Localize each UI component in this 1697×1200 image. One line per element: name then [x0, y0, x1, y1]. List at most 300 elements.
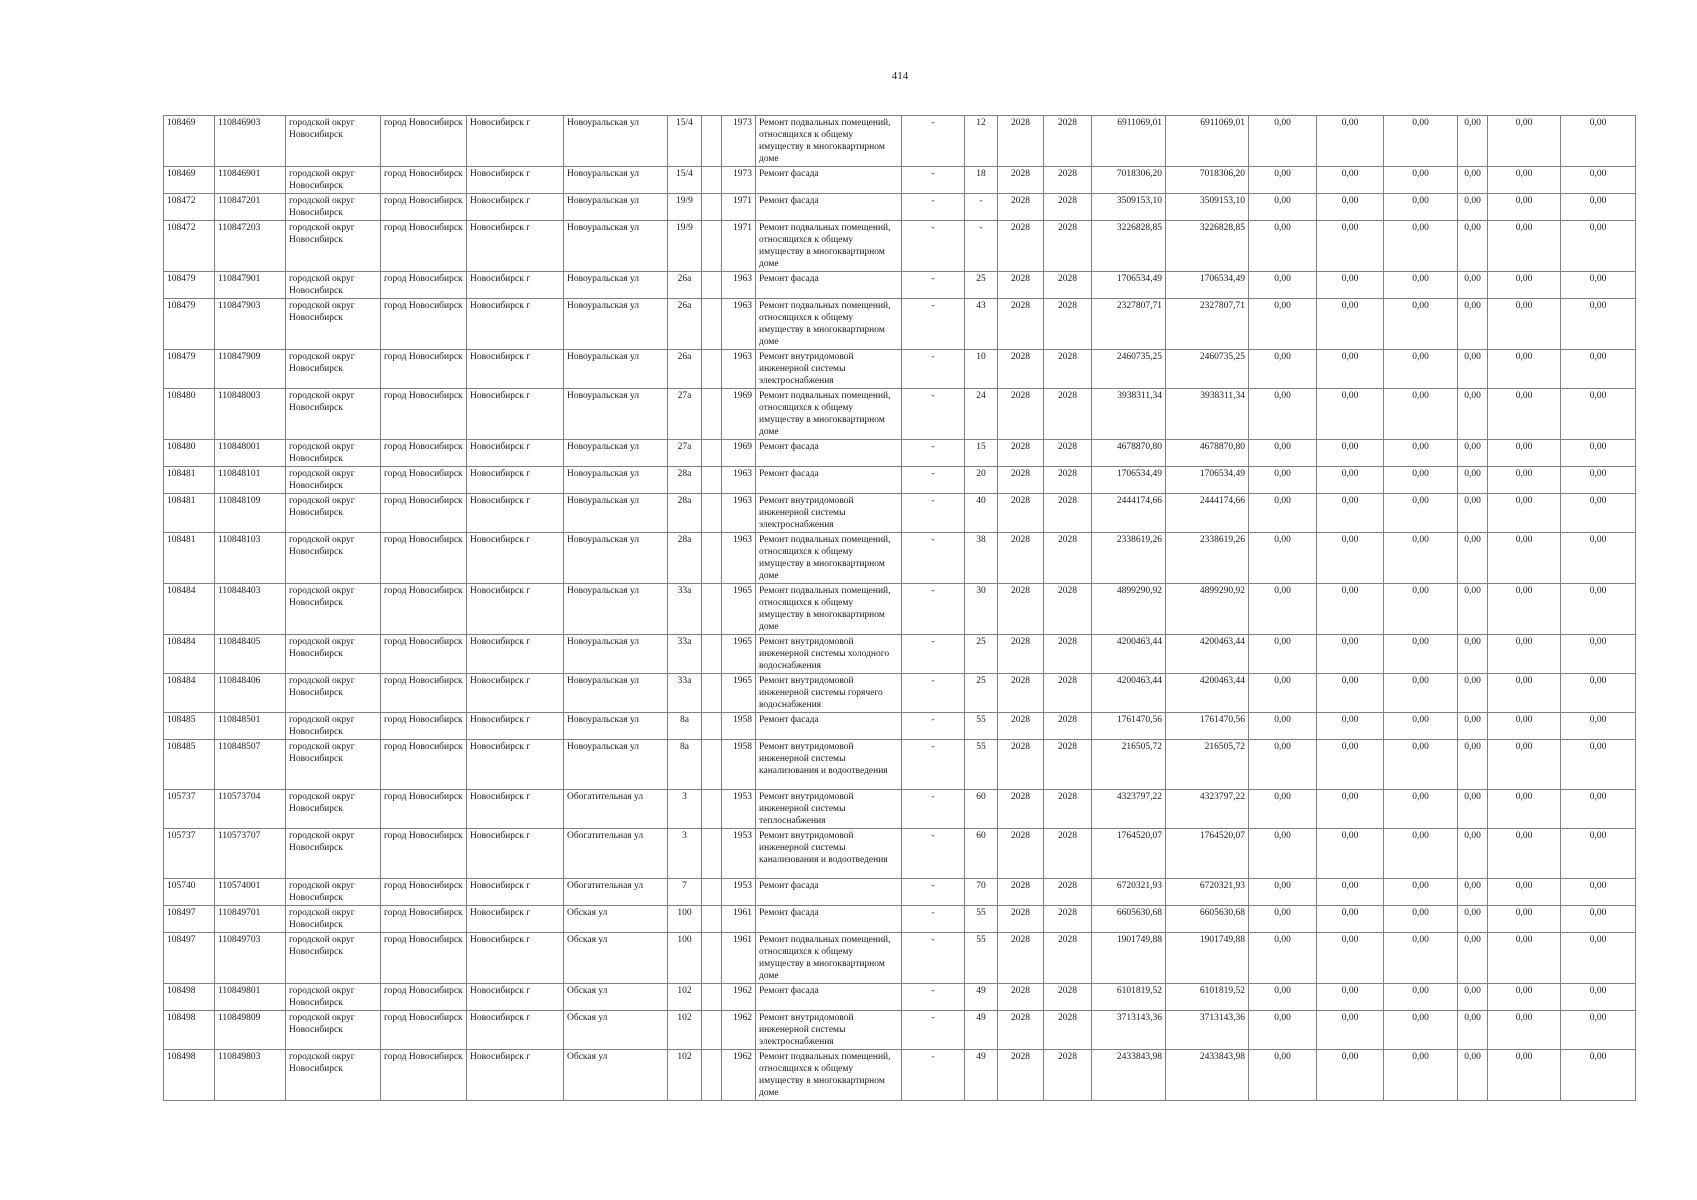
cell-cost-total: 1706534,49 — [1092, 272, 1166, 299]
cell-fund-3: 0,00 — [1384, 790, 1458, 829]
cell-house-letter — [702, 389, 722, 440]
cell-street: Обская ул — [564, 1050, 668, 1101]
page-number: 414 — [891, 70, 909, 82]
cell-plan-year-start: 2028 — [998, 906, 1044, 933]
cell-municipality: городской округ Новосибирск — [286, 879, 381, 906]
table-row — [164, 467, 1636, 494]
cell-city: Новосибирск г — [467, 272, 564, 299]
cell-street: Новоуральская ул — [564, 350, 668, 389]
cell-fund-2: 0,00 — [1317, 440, 1384, 467]
cell-fund-1: 0,00 — [1249, 221, 1317, 272]
cell-fund-3: 0,00 — [1384, 389, 1458, 440]
cell-fund-4: 0,00 — [1458, 584, 1488, 635]
cell-street: Новоуральская ул — [564, 494, 668, 533]
cell-settlement: город Новосибирск — [381, 984, 467, 1011]
table-row — [164, 635, 1636, 674]
cell-year-built: 1965 — [722, 674, 756, 713]
cell-plan-year-end: 2028 — [1044, 984, 1092, 1011]
cell-cost-total: 4678870,80 — [1092, 440, 1166, 467]
table-row — [164, 933, 1636, 984]
cell-house-letter — [702, 790, 722, 829]
cell-municipality: городской округ Новосибирск — [286, 533, 381, 584]
cell-work-id: 110847903 — [215, 299, 286, 350]
cell-fund-4: 0,00 — [1458, 116, 1488, 167]
cell-cell-k: - — [902, 440, 965, 467]
table-row — [164, 116, 1636, 167]
cell-house-number: 28а — [668, 467, 702, 494]
cell-fund-5: 0,00 — [1488, 906, 1561, 933]
cell-house-id: 108498 — [164, 1050, 215, 1101]
cell-cost-total: 4899290,92 — [1092, 584, 1166, 635]
table-row — [164, 389, 1636, 440]
cell-plan-year-end: 2028 — [1044, 713, 1092, 740]
cell-settlement: город Новосибирск — [381, 635, 467, 674]
cell-fund-5: 0,00 — [1488, 221, 1561, 272]
repair-schedule-table — [163, 115, 1636, 1101]
cell-settlement: город Новосибирск — [381, 584, 467, 635]
cell-municipality: городской округ Новосибирск — [286, 713, 381, 740]
cell-fund-5: 0,00 — [1488, 440, 1561, 467]
cell-municipality: городской округ Новосибирск — [286, 299, 381, 350]
cell-city: Новосибирск г — [467, 299, 564, 350]
cell-plan-year-end: 2028 — [1044, 829, 1092, 879]
cell-fund-5: 0,00 — [1488, 494, 1561, 533]
cell-cell-k: - — [902, 116, 965, 167]
cell-wear-percent: 49 — [965, 1011, 998, 1050]
cell-fund-6: 0,00 — [1561, 272, 1636, 299]
cell-fund-2: 0,00 — [1317, 674, 1384, 713]
cell-municipality: городской округ Новосибирск — [286, 1011, 381, 1050]
cell-settlement: город Новосибирск — [381, 1050, 467, 1101]
cell-fund-4: 0,00 — [1458, 790, 1488, 829]
cell-municipality: городской округ Новосибирск — [286, 790, 381, 829]
cell-cell-k: - — [902, 879, 965, 906]
cell-year-built: 1963 — [722, 533, 756, 584]
cell-city: Новосибирск г — [467, 740, 564, 790]
cell-street: Обогатительная ул — [564, 879, 668, 906]
cell-cost-total: 2433843,98 — [1092, 1050, 1166, 1101]
cell-fund-1: 0,00 — [1249, 635, 1317, 674]
cell-cost-sum: 3509153,10 — [1166, 194, 1249, 221]
cell-fund-3: 0,00 — [1384, 906, 1458, 933]
cell-house-id: 108498 — [164, 984, 215, 1011]
cell-settlement: город Новосибирск — [381, 879, 467, 906]
cell-city: Новосибирск г — [467, 879, 564, 906]
cell-fund-3: 0,00 — [1384, 635, 1458, 674]
cell-wear-percent: 15 — [965, 440, 998, 467]
table-row — [164, 984, 1636, 1011]
cell-work-id: 110847201 — [215, 194, 286, 221]
cell-cost-total: 4200463,44 — [1092, 635, 1166, 674]
table-row — [164, 167, 1636, 194]
cell-wear-percent: 10 — [965, 350, 998, 389]
cell-city: Новосибирск г — [467, 1011, 564, 1050]
cell-work-type: Ремонт внутридомовой инженерной системы холодного водоснабжения — [756, 635, 902, 674]
cell-fund-6: 0,00 — [1561, 933, 1636, 984]
cell-cost-sum: 1706534,49 — [1166, 272, 1249, 299]
cell-year-built: 1963 — [722, 299, 756, 350]
cell-street: Новоуральская ул — [564, 713, 668, 740]
cell-cost-sum: 4323797,22 — [1166, 790, 1249, 829]
cell-work-id: 110849703 — [215, 933, 286, 984]
table-row — [164, 740, 1636, 790]
cell-house-letter — [702, 635, 722, 674]
cell-settlement: город Новосибирск — [381, 116, 467, 167]
cell-cost-total: 3713143,36 — [1092, 1011, 1166, 1050]
cell-fund-4: 0,00 — [1458, 299, 1488, 350]
cell-plan-year-start: 2028 — [998, 829, 1044, 879]
cell-settlement: город Новосибирск — [381, 389, 467, 440]
cell-house-number: 7 — [668, 879, 702, 906]
cell-house-number: 3 — [668, 829, 702, 879]
cell-fund-1: 0,00 — [1249, 879, 1317, 906]
cell-house-number: 100 — [668, 933, 702, 984]
cell-year-built: 1953 — [722, 790, 756, 829]
cell-fund-1: 0,00 — [1249, 906, 1317, 933]
cell-house-id: 108484 — [164, 584, 215, 635]
cell-plan-year-start: 2028 — [998, 299, 1044, 350]
cell-work-id: 110574001 — [215, 879, 286, 906]
cell-house-letter — [702, 713, 722, 740]
cell-fund-6: 0,00 — [1561, 350, 1636, 389]
cell-fund-5: 0,00 — [1488, 879, 1561, 906]
cell-city: Новосибирск г — [467, 167, 564, 194]
cell-cell-k: - — [902, 584, 965, 635]
cell-street: Новоуральская ул — [564, 467, 668, 494]
cell-work-type: Ремонт фасада — [756, 713, 902, 740]
cell-fund-6: 0,00 — [1561, 533, 1636, 584]
cell-work-type: Ремонт подвальных помещений, относящихся к общему имуществу в многоквартирном доме — [756, 116, 902, 167]
cell-cell-k: - — [902, 167, 965, 194]
cell-year-built: 1962 — [722, 984, 756, 1011]
cell-plan-year-start: 2028 — [998, 221, 1044, 272]
cell-cell-k: - — [902, 933, 965, 984]
cell-fund-1: 0,00 — [1249, 272, 1317, 299]
cell-city: Новосибирск г — [467, 494, 564, 533]
cell-fund-3: 0,00 — [1384, 116, 1458, 167]
cell-fund-1: 0,00 — [1249, 116, 1317, 167]
cell-street: Новоуральская ул — [564, 272, 668, 299]
cell-work-type: Ремонт фасада — [756, 984, 902, 1011]
cell-cost-total: 216505,72 — [1092, 740, 1166, 790]
cell-municipality: городской округ Новосибирск — [286, 933, 381, 984]
cell-work-id: 110848109 — [215, 494, 286, 533]
cell-plan-year-end: 2028 — [1044, 933, 1092, 984]
cell-work-id: 110573704 — [215, 790, 286, 829]
cell-wear-percent: 60 — [965, 829, 998, 879]
cell-cost-total: 1901749,88 — [1092, 933, 1166, 984]
cell-work-id: 110847901 — [215, 272, 286, 299]
cell-settlement: город Новосибирск — [381, 933, 467, 984]
cell-house-id: 108479 — [164, 350, 215, 389]
cell-street: Новоуральская ул — [564, 389, 668, 440]
cell-house-id: 108484 — [164, 635, 215, 674]
cell-street: Новоуральская ул — [564, 635, 668, 674]
cell-year-built: 1953 — [722, 879, 756, 906]
cell-work-type: Ремонт подвальных помещений, относящихся к общему имуществу в многоквартирном доме — [756, 221, 902, 272]
cell-fund-1: 0,00 — [1249, 299, 1317, 350]
cell-cost-sum: 7018306,20 — [1166, 167, 1249, 194]
cell-work-id: 110848403 — [215, 584, 286, 635]
cell-house-number: 33а — [668, 674, 702, 713]
cell-fund-4: 0,00 — [1458, 933, 1488, 984]
cell-fund-5: 0,00 — [1488, 635, 1561, 674]
cell-house-id: 108469 — [164, 167, 215, 194]
cell-fund-1: 0,00 — [1249, 194, 1317, 221]
cell-plan-year-end: 2028 — [1044, 635, 1092, 674]
cell-work-type: Ремонт внутридомовой инженерной системы теплоснабжения — [756, 790, 902, 829]
cell-fund-2: 0,00 — [1317, 221, 1384, 272]
cell-plan-year-end: 2028 — [1044, 1011, 1092, 1050]
cell-house-id: 105740 — [164, 879, 215, 906]
cell-work-type: Ремонт внутридомовой инженерной системы горячего водоснабжения — [756, 674, 902, 713]
cell-wear-percent: - — [965, 194, 998, 221]
cell-cost-sum: 3938311,34 — [1166, 389, 1249, 440]
cell-house-number: 19/9 — [668, 221, 702, 272]
cell-cost-sum: 216505,72 — [1166, 740, 1249, 790]
cell-municipality: городской округ Новосибирск — [286, 906, 381, 933]
cell-fund-2: 0,00 — [1317, 467, 1384, 494]
cell-fund-3: 0,00 — [1384, 494, 1458, 533]
cell-cost-sum: 6101819,52 — [1166, 984, 1249, 1011]
cell-wear-percent: 20 — [965, 467, 998, 494]
cell-cost-sum: 4200463,44 — [1166, 674, 1249, 713]
cell-fund-5: 0,00 — [1488, 829, 1561, 879]
cell-cost-sum: 2444174,66 — [1166, 494, 1249, 533]
cell-year-built: 1969 — [722, 389, 756, 440]
cell-plan-year-start: 2028 — [998, 350, 1044, 389]
cell-plan-year-start: 2028 — [998, 635, 1044, 674]
cell-cost-total: 2444174,66 — [1092, 494, 1166, 533]
cell-plan-year-start: 2028 — [998, 167, 1044, 194]
cell-fund-5: 0,00 — [1488, 299, 1561, 350]
cell-plan-year-end: 2028 — [1044, 494, 1092, 533]
cell-house-id: 108498 — [164, 1011, 215, 1050]
cell-house-letter — [702, 350, 722, 389]
cell-fund-6: 0,00 — [1561, 494, 1636, 533]
cell-fund-1: 0,00 — [1249, 1050, 1317, 1101]
cell-year-built: 1971 — [722, 221, 756, 272]
cell-plan-year-end: 2028 — [1044, 584, 1092, 635]
cell-settlement: город Новосибирск — [381, 740, 467, 790]
cell-house-id: 105737 — [164, 829, 215, 879]
cell-house-letter — [702, 533, 722, 584]
cell-cell-k: - — [902, 1050, 965, 1101]
table-row — [164, 194, 1636, 221]
cell-work-type: Ремонт фасада — [756, 194, 902, 221]
cell-settlement: город Новосибирск — [381, 440, 467, 467]
cell-fund-5: 0,00 — [1488, 167, 1561, 194]
cell-year-built: 1963 — [722, 467, 756, 494]
cell-house-id: 108497 — [164, 906, 215, 933]
table-row — [164, 350, 1636, 389]
cell-fund-6: 0,00 — [1561, 221, 1636, 272]
cell-fund-2: 0,00 — [1317, 584, 1384, 635]
cell-year-built: 1963 — [722, 350, 756, 389]
cell-settlement: город Новосибирск — [381, 494, 467, 533]
cell-municipality: городской округ Новосибирск — [286, 740, 381, 790]
cell-fund-5: 0,00 — [1488, 933, 1561, 984]
cell-house-id: 105737 — [164, 790, 215, 829]
cell-fund-1: 0,00 — [1249, 533, 1317, 584]
cell-house-letter — [702, 221, 722, 272]
cell-house-id: 108484 — [164, 674, 215, 713]
cell-city: Новосибирск г — [467, 467, 564, 494]
cell-wear-percent: 24 — [965, 389, 998, 440]
cell-fund-2: 0,00 — [1317, 713, 1384, 740]
cell-house-letter — [702, 167, 722, 194]
cell-work-id: 110848501 — [215, 713, 286, 740]
cell-fund-4: 0,00 — [1458, 194, 1488, 221]
cell-year-built: 1965 — [722, 584, 756, 635]
cell-fund-2: 0,00 — [1317, 299, 1384, 350]
cell-fund-3: 0,00 — [1384, 713, 1458, 740]
cell-street: Новоуральская ул — [564, 440, 668, 467]
cell-cost-sum: 1706534,49 — [1166, 467, 1249, 494]
cell-house-letter — [702, 674, 722, 713]
cell-plan-year-start: 2028 — [998, 933, 1044, 984]
cell-street: Новоуральская ул — [564, 740, 668, 790]
cell-year-built: 1971 — [722, 194, 756, 221]
cell-fund-5: 0,00 — [1488, 713, 1561, 740]
cell-fund-4: 0,00 — [1458, 984, 1488, 1011]
cell-plan-year-start: 2028 — [998, 1011, 1044, 1050]
cell-fund-3: 0,00 — [1384, 933, 1458, 984]
cell-wear-percent: 55 — [965, 713, 998, 740]
cell-fund-3: 0,00 — [1384, 533, 1458, 584]
table-row — [164, 879, 1636, 906]
cell-wear-percent: 70 — [965, 879, 998, 906]
cell-work-id: 110846903 — [215, 116, 286, 167]
cell-house-letter — [702, 272, 722, 299]
cell-city: Новосибирск г — [467, 389, 564, 440]
cell-city: Новосибирск г — [467, 906, 564, 933]
cell-settlement: город Новосибирск — [381, 790, 467, 829]
cell-year-built: 1973 — [722, 167, 756, 194]
cell-street: Обская ул — [564, 906, 668, 933]
cell-wear-percent: 30 — [965, 584, 998, 635]
cell-cell-k: - — [902, 350, 965, 389]
cell-cost-sum: 4899290,92 — [1166, 584, 1249, 635]
cell-plan-year-start: 2028 — [998, 272, 1044, 299]
cell-fund-1: 0,00 — [1249, 740, 1317, 790]
cell-wear-percent: 25 — [965, 635, 998, 674]
cell-city: Новосибирск г — [467, 194, 564, 221]
cell-fund-3: 0,00 — [1384, 984, 1458, 1011]
cell-cost-sum: 3226828,85 — [1166, 221, 1249, 272]
cell-plan-year-start: 2028 — [998, 740, 1044, 790]
cell-fund-2: 0,00 — [1317, 389, 1384, 440]
cell-work-id: 110848003 — [215, 389, 286, 440]
cell-fund-1: 0,00 — [1249, 829, 1317, 879]
cell-fund-5: 0,00 — [1488, 533, 1561, 584]
cell-plan-year-end: 2028 — [1044, 116, 1092, 167]
cell-fund-6: 0,00 — [1561, 440, 1636, 467]
cell-fund-1: 0,00 — [1249, 933, 1317, 984]
cell-municipality: городской округ Новосибирск — [286, 584, 381, 635]
cell-wear-percent: 12 — [965, 116, 998, 167]
cell-work-id: 110848406 — [215, 674, 286, 713]
cell-fund-6: 0,00 — [1561, 790, 1636, 829]
cell-house-number: 26а — [668, 299, 702, 350]
cell-fund-4: 0,00 — [1458, 829, 1488, 879]
cell-wear-percent: - — [965, 221, 998, 272]
cell-work-id: 110849803 — [215, 1050, 286, 1101]
cell-fund-6: 0,00 — [1561, 467, 1636, 494]
cell-fund-1: 0,00 — [1249, 674, 1317, 713]
cell-fund-4: 0,00 — [1458, 221, 1488, 272]
cell-house-number: 26а — [668, 272, 702, 299]
cell-work-id: 110573707 — [215, 829, 286, 879]
cell-year-built: 1969 — [722, 440, 756, 467]
cell-settlement: город Новосибирск — [381, 674, 467, 713]
cell-fund-5: 0,00 — [1488, 116, 1561, 167]
cell-cell-k: - — [902, 740, 965, 790]
cell-cell-k: - — [902, 494, 965, 533]
cell-fund-6: 0,00 — [1561, 635, 1636, 674]
cell-cell-k: - — [902, 790, 965, 829]
cell-fund-5: 0,00 — [1488, 350, 1561, 389]
cell-wear-percent: 18 — [965, 167, 998, 194]
cell-fund-5: 0,00 — [1488, 1011, 1561, 1050]
cell-fund-5: 0,00 — [1488, 790, 1561, 829]
table-row — [164, 790, 1636, 829]
cell-cost-total: 2460735,25 — [1092, 350, 1166, 389]
cell-cost-total: 2338619,26 — [1092, 533, 1166, 584]
cell-house-number: 102 — [668, 984, 702, 1011]
cell-city: Новосибирск г — [467, 713, 564, 740]
cell-city: Новосибирск г — [467, 933, 564, 984]
cell-cost-sum: 2433843,98 — [1166, 1050, 1249, 1101]
cell-cell-k: - — [902, 906, 965, 933]
cell-work-id: 110846901 — [215, 167, 286, 194]
cell-street: Новоуральская ул — [564, 167, 668, 194]
cell-house-number: 100 — [668, 906, 702, 933]
cell-municipality: городской округ Новосибирск — [286, 167, 381, 194]
cell-municipality: городской округ Новосибирск — [286, 494, 381, 533]
cell-plan-year-start: 2028 — [998, 194, 1044, 221]
cell-street: Обогатительная ул — [564, 829, 668, 879]
cell-fund-1: 0,00 — [1249, 167, 1317, 194]
cell-house-id: 108485 — [164, 713, 215, 740]
cell-house-letter — [702, 906, 722, 933]
cell-house-letter — [702, 933, 722, 984]
cell-fund-6: 0,00 — [1561, 674, 1636, 713]
cell-fund-3: 0,00 — [1384, 221, 1458, 272]
cell-cost-total: 2327807,71 — [1092, 299, 1166, 350]
cell-year-built: 1958 — [722, 713, 756, 740]
cell-house-id: 108472 — [164, 221, 215, 272]
cell-plan-year-start: 2028 — [998, 879, 1044, 906]
cell-settlement: город Новосибирск — [381, 829, 467, 879]
cell-fund-4: 0,00 — [1458, 879, 1488, 906]
cell-plan-year-end: 2028 — [1044, 740, 1092, 790]
cell-fund-2: 0,00 — [1317, 494, 1384, 533]
cell-fund-6: 0,00 — [1561, 389, 1636, 440]
cell-house-number: 27а — [668, 389, 702, 440]
cell-cell-k: - — [902, 674, 965, 713]
cell-fund-4: 0,00 — [1458, 389, 1488, 440]
cell-fund-2: 0,00 — [1317, 933, 1384, 984]
cell-city: Новосибирск г — [467, 440, 564, 467]
cell-house-letter — [702, 984, 722, 1011]
cell-fund-3: 0,00 — [1384, 272, 1458, 299]
table-row — [164, 829, 1636, 879]
cell-cost-total: 4200463,44 — [1092, 674, 1166, 713]
cell-fund-4: 0,00 — [1458, 350, 1488, 389]
cell-plan-year-end: 2028 — [1044, 440, 1092, 467]
cell-fund-6: 0,00 — [1561, 167, 1636, 194]
